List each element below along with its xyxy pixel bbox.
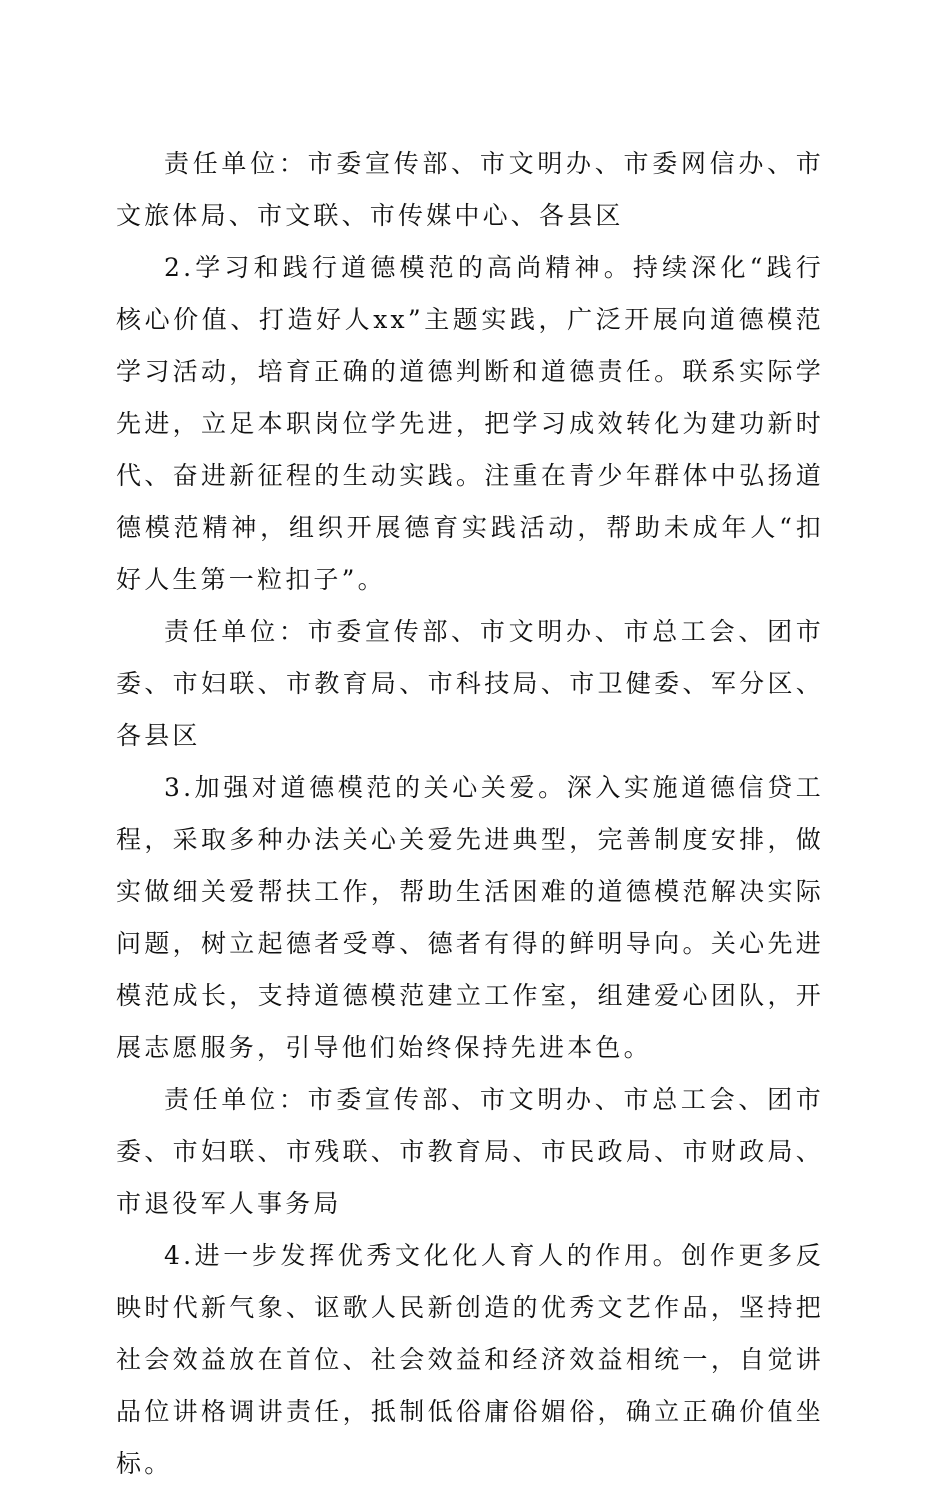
responsible-units-paragraph: 责任单位：市委宣传部、市文明办、市总工会、团市委、市妇联、市残联、市教育局、市民政局、市财政局、市退役军人事务局 — [116, 1085, 824, 1218]
item-2-paragraph: 2.学习和践行道德模范的高尚精神。持续深化“践行核心价值、打造好人xx”主题实践，广泛开展向道德模范学习活动，培育正确的道德判断和道德责任。联系实际学先进，立足本职岗位学先进，把学习成效转化为建功新时代、奋进新征程的生动实践。注重在青少年群体中弘扬道德模范精神，组织开展德育实践活动，帮助未成年人“扣好人生第一粒扣子”。 — [116, 253, 824, 594]
responsible-units-paragraph: 责任单位：市委宣传部、市文明办、市委网信办、市文旅体局、市文联、市传媒中心、各县区 — [116, 149, 824, 230]
responsible-units-paragraph: 责任单位：市委宣传部、市文明办、市总工会、团市委、市妇联、市教育局、市科技局、市卫健委、军分区、各县区 — [116, 617, 824, 750]
document-body — [116, 138, 824, 1490]
item-4-paragraph: 4.进一步发挥优秀文化化人育人的作用。创作更多反映时代新气象、讴歌人民新创造的优秀文艺作品，坚持把社会效益放在首位、社会效益和经济效益相统一，自觉讲品位讲格调讲责任，抵制低俗庸俗媚俗，确立正确价值坐标。 — [116, 1241, 824, 1478]
item-3-paragraph: 3.加强对道德模范的关心关爱。深入实施道德信贷工程，采取多种办法关心关爱先进典型，完善制度安排，做实做细关爱帮扶工作，帮助生活困难的道德模范解决实际问题，树立起德者受尊、德者有得的鲜明导向。关心先进模范成长，支持道德模范建立工作室，组建爱心团队，开展志愿服务，引导他们始终保持先进本色。 — [116, 773, 824, 1062]
